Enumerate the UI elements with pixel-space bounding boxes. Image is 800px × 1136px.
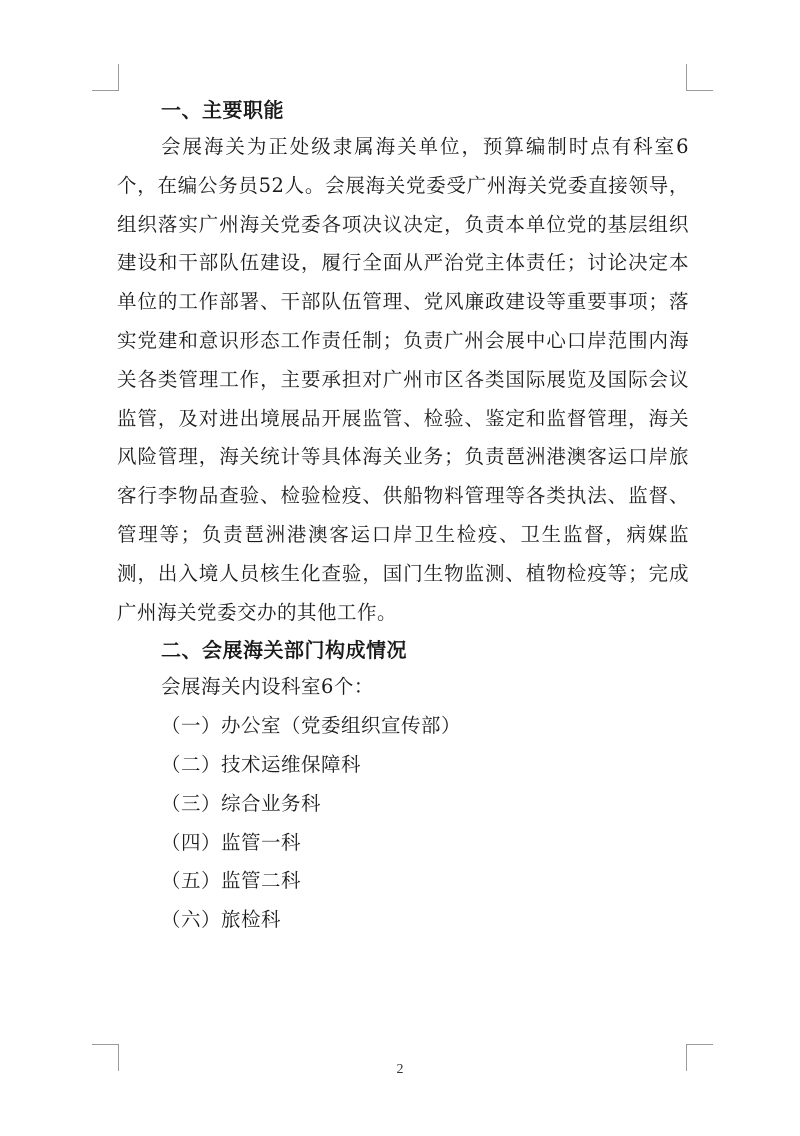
section-heading-main-functions: 一、主要职能: [161, 98, 284, 122]
list-item: （六）旅检科: [161, 908, 282, 932]
list-item: （三）综合业务科: [161, 791, 322, 815]
list-item: （二）技术运维保障科: [161, 752, 362, 776]
list-item: （四）监管一科: [161, 830, 302, 854]
list-item: （一）办公室（党委组织宣传部）: [161, 714, 462, 738]
main-functions-paragraph: 会展海关为正处级隶属海关单位，预算编制时点有科室6个，在编公务员52人。会展海关党委受广州海关党委直接领导，组织落实广州海关党委各项决议决定，负责本单位党的基层组织建设和干部队伍建设，履行全面从严治党主体责任；讨论决定本单位的工作部署、干部队伍管理、党风廉政建设等重要事项；落实党建和意识形态工作责任制；负责广州会展中心口岸范围内海关各类管理工作，主要承担对广州市区各类国际展览及国际会议监管，及对进出境展品开展监管、检验、鉴定和监督管理，海关风险管理，海关统计等具体海关业务；负责琶洲港澳客运口岸旅客行李物品查验、检验检疫、供船物料管理等各类执法、监督、管理等；负责琶洲港澳客运口岸卫生检疫、卫生监督，病媒监测，出入境人员核生化查验，国门生物监测、植物检疫等；完成广州海关党委交办的其他工作。: [117, 135, 689, 624]
department-list: [117, 707, 689, 940]
page-content: [117, 92, 689, 940]
department-intro: 会展海关内设科室6个：: [161, 675, 374, 699]
crop-mark-top-right: [686, 64, 713, 91]
page-number: 2: [396, 1062, 404, 1077]
list-item: （五）监管二科: [161, 869, 302, 893]
crop-mark-top-left: [92, 64, 119, 91]
section-heading-department-structure: 二、会展海关部门构成情况: [161, 638, 407, 663]
